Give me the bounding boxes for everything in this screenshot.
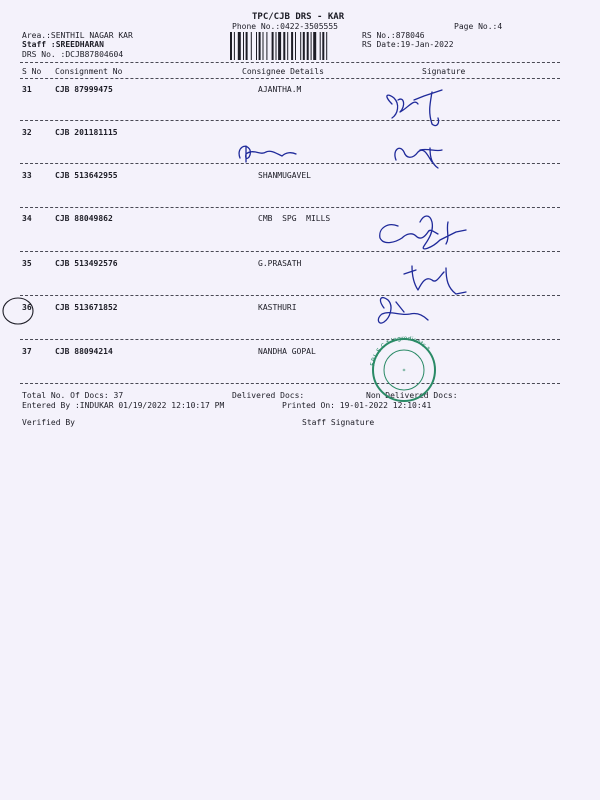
delivered-docs: Delivered Docs:: [232, 391, 305, 400]
row-serial: 31: [22, 85, 32, 94]
initials-row-32: [239, 146, 296, 162]
row-serial: 35: [22, 259, 32, 268]
stamp-star: *: [402, 368, 406, 375]
row-consignee: AJANTHA.M: [258, 85, 302, 94]
col-consignment: Consignment No: [55, 67, 123, 76]
staff-signature-label: Staff Signature: [302, 418, 375, 427]
col-signature: Signature: [422, 67, 466, 76]
row-consignment: CJB 513671852: [55, 303, 118, 312]
signature-row-32: [395, 148, 442, 168]
staff-field: Staff :SREEDHARAN: [22, 40, 104, 49]
row-serial: 33: [22, 171, 32, 180]
entered-by: Entered By :INDUKAR 01/19/2022 12:10:17 PM: [22, 401, 225, 410]
verified-by: Verified By: [22, 418, 75, 427]
signature-row-34: [380, 216, 466, 249]
circle-mark-36: [3, 298, 33, 324]
row-serial: 36: [22, 303, 32, 312]
signature-row-31: [387, 90, 442, 126]
phone-number: Phone No.:0422-3505555: [232, 22, 338, 31]
row-consignment: CJB 201181115: [55, 128, 118, 137]
row-consignee: SHANMUGAVEL: [258, 171, 311, 180]
printed-on: Printed On: 19-01-2022 12:10:41: [282, 401, 432, 410]
stamp: [369, 335, 435, 401]
drs-number: DRS No. :DCJB87804604: [22, 50, 124, 59]
row-consignment: CJB 88094214: [55, 347, 113, 356]
row-consignment: CJB 87999475: [55, 85, 113, 94]
row-consignee: G.PRASATH: [258, 259, 302, 268]
col-sno: S No: [22, 67, 42, 76]
signature-row-35: [404, 266, 466, 294]
stamp-ring-text: F.P.L.S.C * Ingredients *: [369, 334, 432, 367]
non-delivered-docs: Non Delivered Docs:: [366, 391, 458, 400]
rs-number: RS No.:878046: [362, 31, 425, 40]
row-serial: 37: [22, 347, 32, 356]
row-consignment: CJB 88049862: [55, 214, 113, 223]
document-title: TPC/CJB DRS - KAR: [252, 12, 345, 22]
rs-date: RS Date:19-Jan-2022: [362, 40, 454, 49]
row-consignee: CMB SPG MILLS: [258, 214, 331, 223]
total-docs: Total No. Of Docs: 37: [22, 391, 124, 400]
row-serial: 34: [22, 214, 32, 223]
page-number: Page No.:4: [454, 22, 503, 31]
row-serial: 32: [22, 128, 32, 137]
area-field: Area.:SENTHIL NAGAR KAR: [22, 31, 133, 40]
row-consignee: NANDHA GOPAL: [258, 347, 316, 356]
row-consignment: CJB 513642955: [55, 171, 118, 180]
signature-row-36: [378, 298, 428, 324]
col-consignee: Consignee Details: [242, 67, 324, 76]
row-consignee: KASTHURI: [258, 303, 297, 312]
row-consignment: CJB 513492576: [55, 259, 118, 268]
